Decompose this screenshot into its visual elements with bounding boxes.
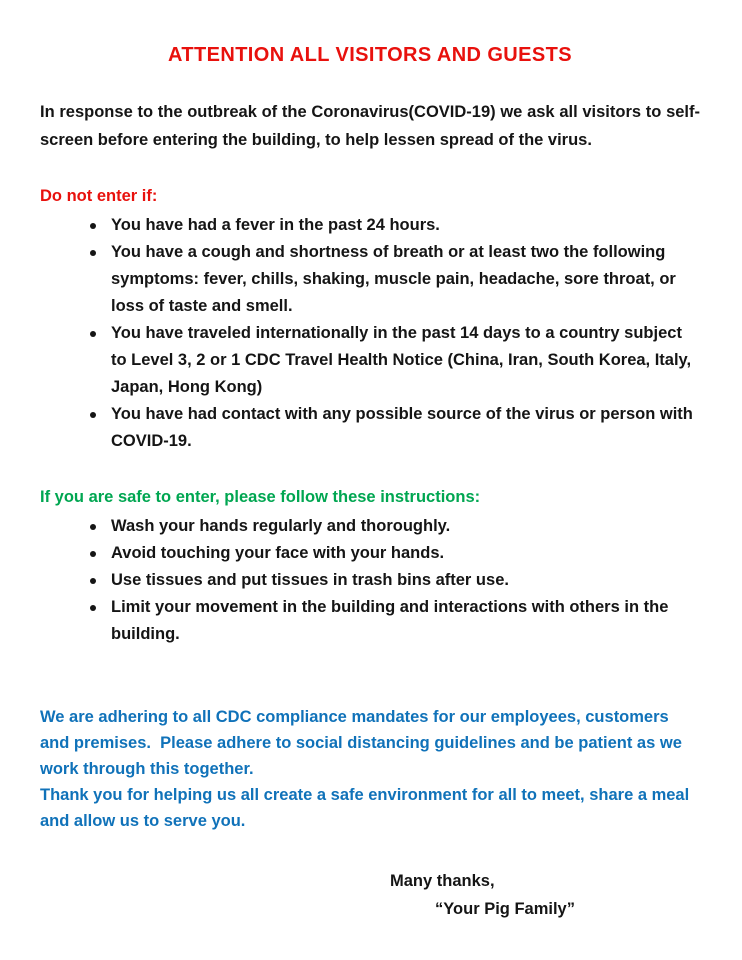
list-item-text: You have had contact with any possible source of the virus or person with COVID-19. — [111, 405, 693, 450]
bullet-dot-icon — [90, 223, 96, 229]
list-item — [90, 212, 700, 239]
list-item-text: Limit your movement in the building and interactions with others in the building. — [111, 598, 669, 643]
list-item — [90, 320, 700, 401]
bullet-dot-icon — [90, 578, 96, 584]
closing-statement — [40, 704, 700, 834]
list-item-text: You have a cough and shortness of breath or at least two the following symptoms: fever, chills, shaking, muscle pain, headache, sore throat, or loss of taste and smell. — [111, 243, 676, 315]
list-item-text: You have traveled internationally in the past 14 days to a country subject to Level 3, 2 or 1 CDC Travel Health Notice (China, Iran, South Korea, Italy, Japan, Hong Kong) — [111, 324, 692, 396]
list-item — [90, 239, 700, 320]
list-item — [90, 594, 700, 648]
bullet-dot-icon — [90, 551, 96, 557]
list-item-text: Use tissues and put tissues in trash bins after use. — [111, 571, 509, 589]
bullet-dot-icon — [90, 412, 96, 418]
list-item-text: You have had a fever in the past 24 hours. — [111, 216, 440, 234]
list-item — [90, 567, 700, 594]
bullet-dot-icon — [90, 524, 96, 530]
signature-block — [40, 867, 700, 923]
list-item — [90, 513, 700, 540]
list-item-text: Wash your hands regularly and thoroughly. — [111, 517, 451, 535]
intro-paragraph: In response to the outbreak of the Coronavirus(COVID-19) we ask all visitors to self-screen before entering the building, to help lessen spread of the virus. — [40, 103, 700, 149]
list-item-text: Avoid touching your face with your hands. — [111, 544, 445, 562]
safe-to-enter-heading: If you are safe to enter, please follow these instructions: — [40, 488, 481, 506]
do-not-enter-list — [40, 212, 700, 455]
bullet-dot-icon — [90, 250, 96, 256]
bullet-dot-icon — [90, 331, 96, 337]
signature-name: “Your Pig Family” — [435, 900, 575, 918]
signature-thanks: Many thanks, — [390, 872, 495, 890]
page-title: ATTENTION ALL VISITORS AND GUESTS — [168, 44, 572, 66]
closing-paragraph-1: We are adhering to all CDC compliance mandates for our employees, customers and premises. Please adhere to social distancing guidelines and be patient as we work through this together. — [40, 708, 687, 778]
list-item — [90, 401, 700, 455]
list-item — [90, 540, 700, 567]
bullet-dot-icon — [90, 605, 96, 611]
safe-to-enter-list — [40, 513, 700, 648]
closing-paragraph-2: Thank you for helping us all create a safe environment for all to meet, share a meal and allow us to serve you. — [40, 786, 694, 830]
do-not-enter-heading: Do not enter if: — [40, 187, 158, 205]
